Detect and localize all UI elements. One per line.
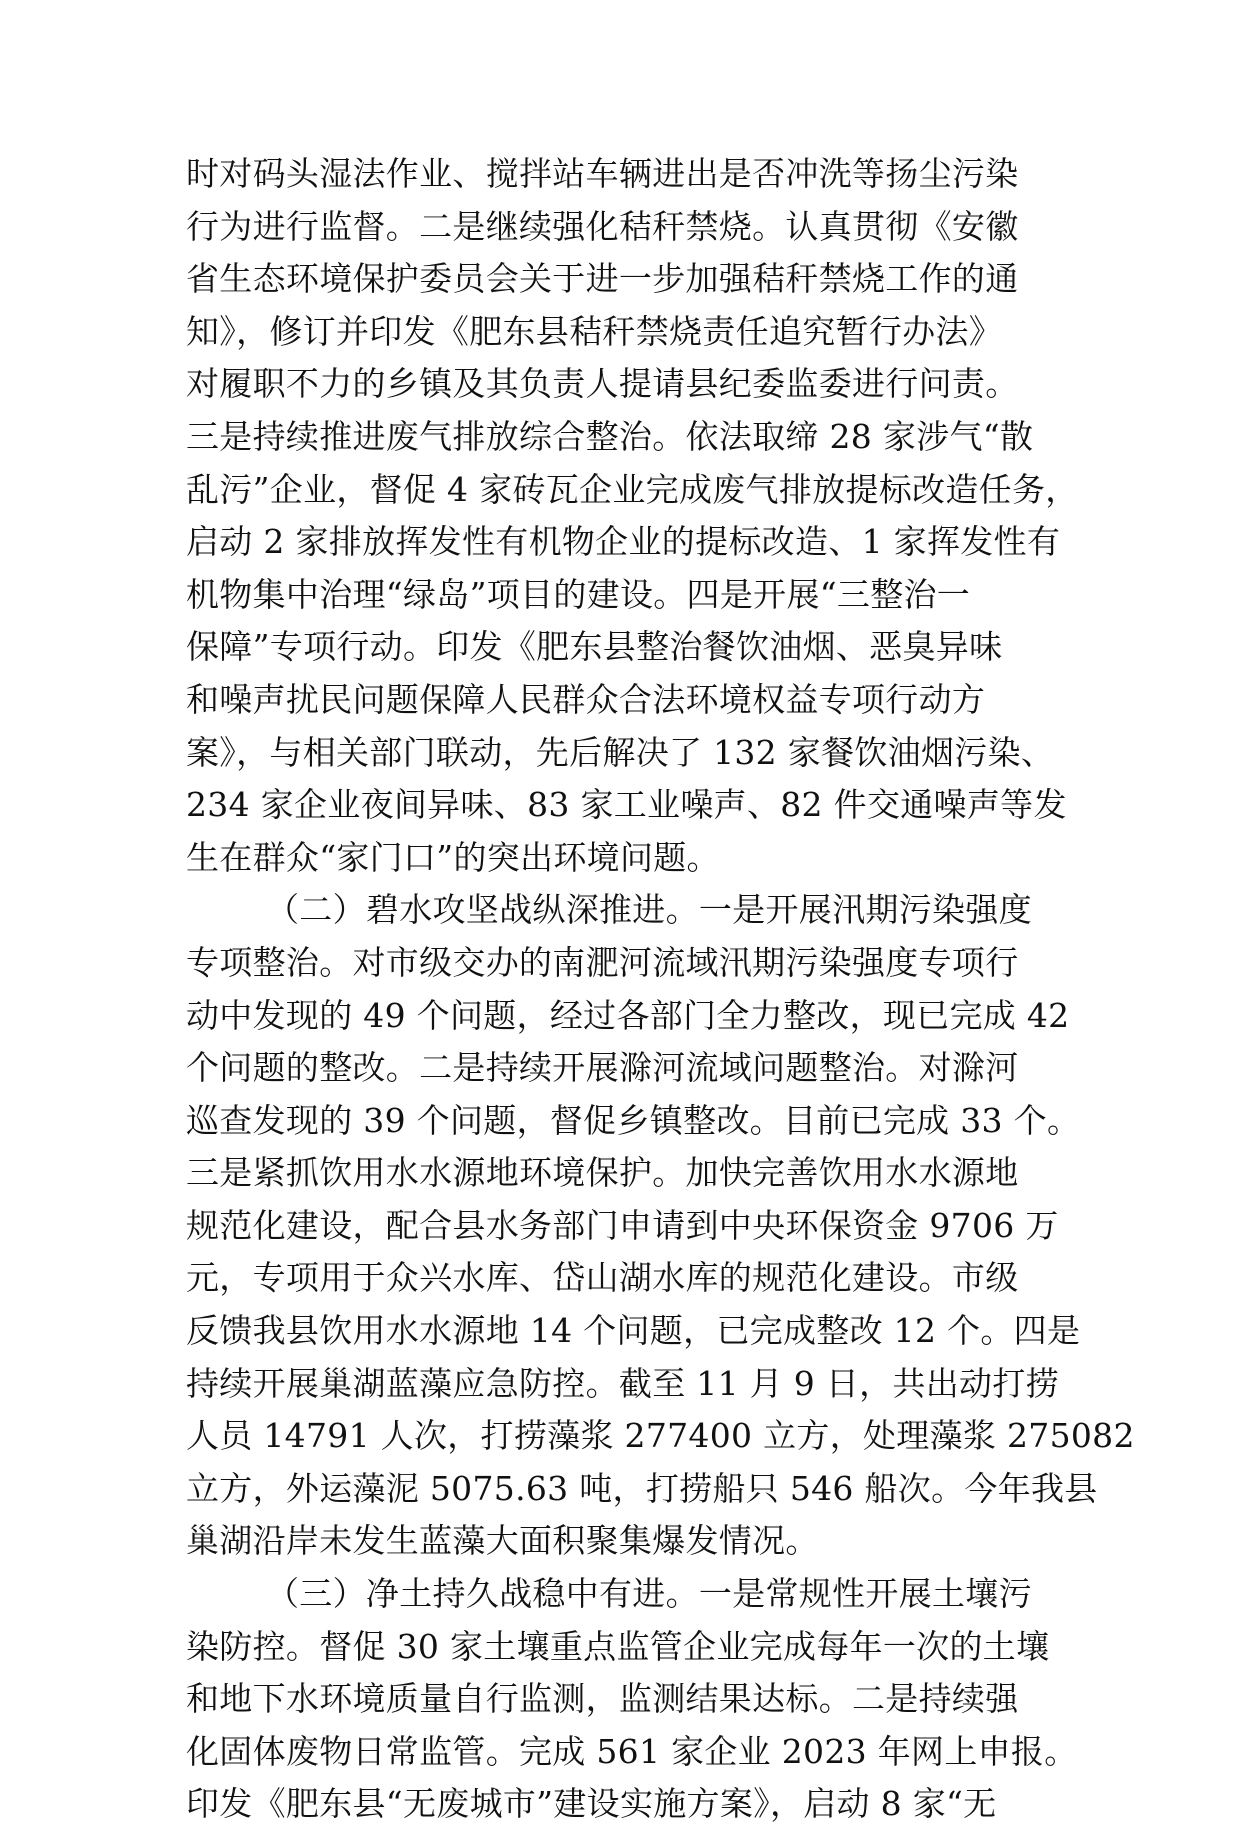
text-line: 生在群众“家门口”的突出环境问题。 xyxy=(186,837,720,877)
text-line: 知》，修订并印发《肥东县秸秆禁烧责任追究暂行办法》 xyxy=(186,311,1002,351)
text-line: 印发《肥东县“无废城市”建设实施方案》，启动 8 家“无 xyxy=(186,1784,997,1824)
text-line: 234 家企业夜间异味、83 家工业噪声、82 件交通噪声等发 xyxy=(186,785,1067,825)
text-line: 持续开展巢湖蓝藻应急防控。截至 11 月 9 日，共出动打捞 xyxy=(186,1363,1059,1403)
document-page xyxy=(186,148,1135,1831)
text-line: 省生态环境保护委员会关于进一步加强秸秆禁烧工作的通 xyxy=(186,259,1019,299)
text-line: 保障”专项行动。印发《肥东县整治餐饮油烟、恶臭异味 xyxy=(186,627,1003,667)
text-line: 动中发现的 49 个问题，经过各部门全力整改，现已完成 42 xyxy=(186,995,1070,1035)
text-line: 规范化建设，配合县水务部门申请到中央环保资金 9706 万 xyxy=(186,1205,1059,1245)
text-line: 巡查发现的 39 个问题，督促乡镇整改。目前已完成 33 个。 xyxy=(186,1100,1081,1140)
text-line: 启动 2 家排放挥发性有机物企业的提标改造、1 家挥发性有 xyxy=(186,522,1061,562)
text-line: 和地下水环境质量自行监测，监测结果达标。二是持续强 xyxy=(186,1679,1019,1719)
text-line: 案》，与相关部门联动，先后解决了 132 家餐饮油烟污染、 xyxy=(186,732,1055,772)
text-line: 和噪声扰民问题保障人民群众合法环境权益专项行动方 xyxy=(186,679,986,719)
text-line: 乱污”企业，督促 4 家砖瓦企业完成废气排放提标改造任务， xyxy=(186,469,1079,509)
paragraph-heading-line: （三）净土持久战稳中有进。一是常规性开展土壤污 xyxy=(266,1574,1032,1614)
text-line: 对履职不力的乡镇及其负责人提请县纪委监委进行问责。 xyxy=(186,364,1019,404)
text-line: 立方，外运藻泥 5075.63 吨，打捞船只 546 船次。今年我县 xyxy=(186,1468,1098,1508)
text-line: 化固体废物日常监管。完成 561 家企业 2023 年网上申报。 xyxy=(186,1731,1078,1771)
text-line: 个问题的整改。二是持续开展滁河流域问题整治。对滁河 xyxy=(186,1048,1019,1088)
text-line: 时对码头湿法作业、搅拌站车辆进出是否冲洗等扬尘污染 xyxy=(186,154,1019,193)
text-line: 人员 14791 人次，打捞藻浆 277400 立方，处理藻浆 275082 xyxy=(186,1416,1135,1456)
text-line: 反馈我县饮用水水源地 14 个问题，已完成整改 12 个。四是 xyxy=(186,1311,1081,1351)
text-line: 三是持续推进废气排放综合整治。依法取缔 28 家涉气“散 xyxy=(186,416,1034,456)
text-line: 染防控。督促 30 家土壤重点监管企业完成每年一次的土壤 xyxy=(186,1626,1050,1666)
text-line: 巢湖沿岸未发生蓝藻大面积聚集爆发情况。 xyxy=(186,1521,819,1561)
text-line: 三是紧抓饮用水水源地环境保护。加快完善饮用水水源地 xyxy=(186,1153,1019,1193)
document-body xyxy=(186,148,1135,1831)
text-line: 元，专项用于众兴水库、岱山湖水库的规范化建设。市级 xyxy=(186,1258,1019,1298)
text-line: 专项整治。对市级交办的南淝河流域汛期污染强度专项行 xyxy=(186,942,1019,982)
text-line: 行为进行监督。二是继续强化秸秆禁烧。认真贯彻《安徽 xyxy=(186,206,1019,246)
paragraph-heading-line: （二）碧水攻坚战纵深推进。一是开展汛期污染强度 xyxy=(266,890,1032,930)
text-line: 机物集中治理“绿岛”项目的建设。四是开展“三整治一 xyxy=(186,574,971,614)
